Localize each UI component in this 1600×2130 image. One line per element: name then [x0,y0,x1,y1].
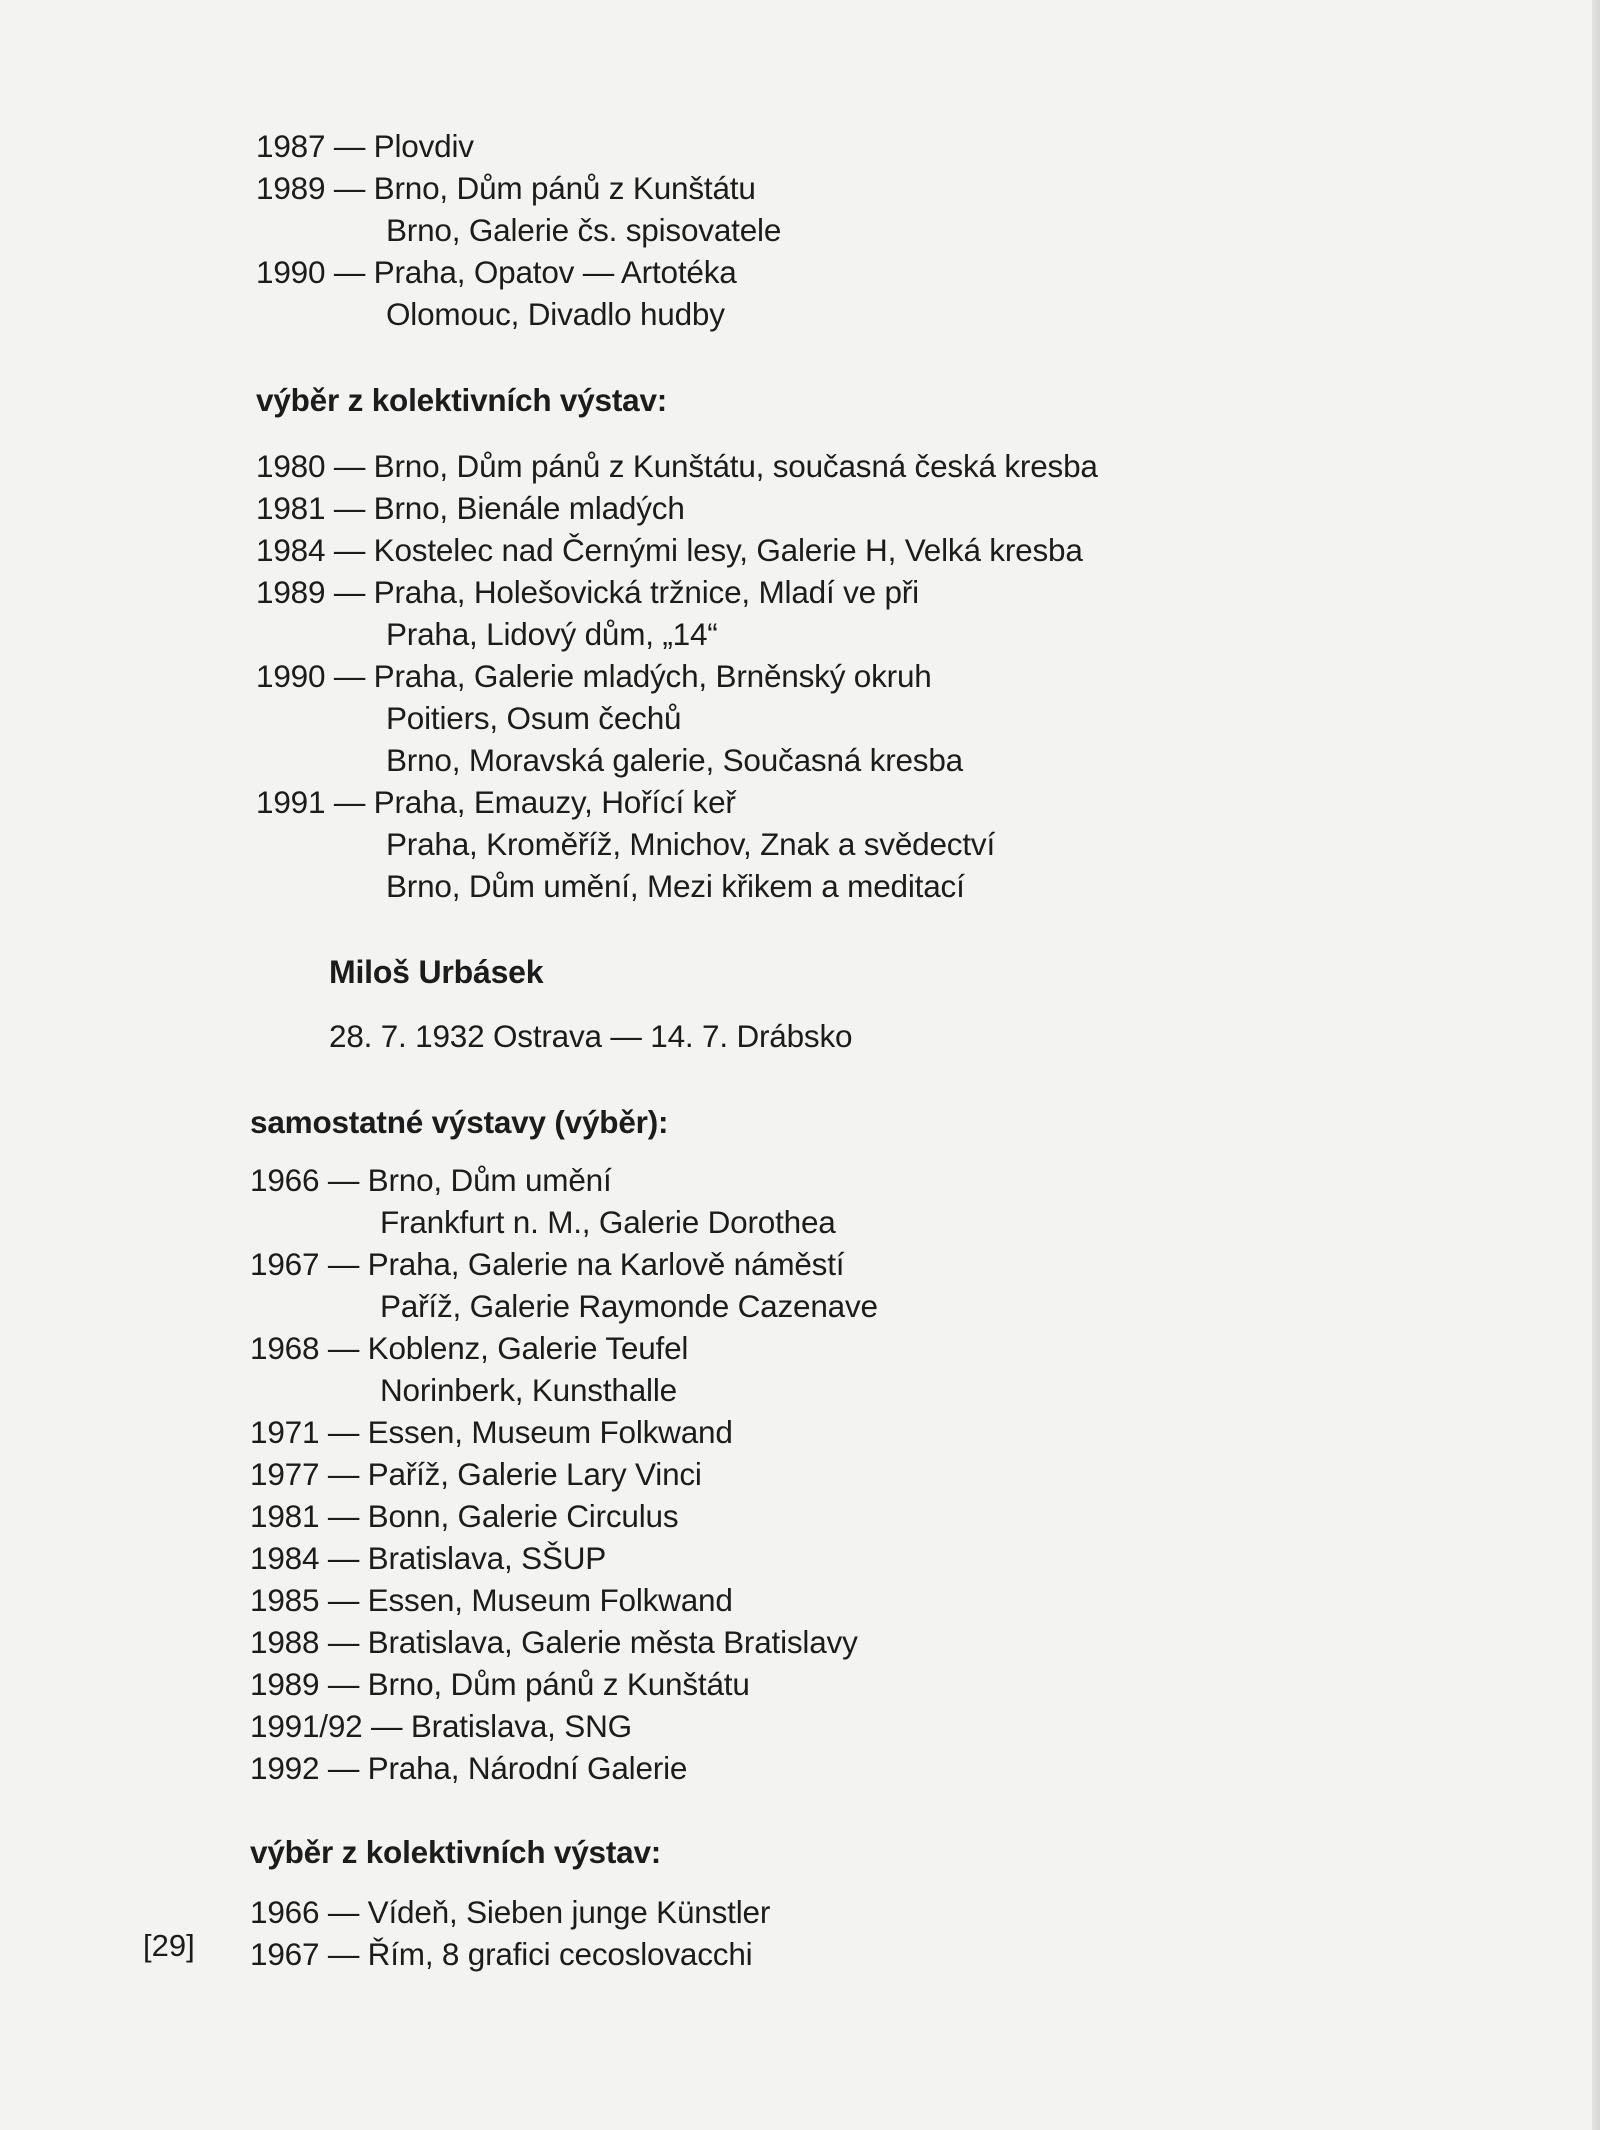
solo-exhibition-line: Brno, Galerie čs. spisovatele [386,212,782,248]
solo-exhibition-line: Paříž, Galerie Raymonde Cazenave [380,1288,878,1324]
solo-exhibition-line: 1977 — Paříž, Galerie Lary Vinci [250,1456,702,1492]
solo-exhibition-line: 1989 — Brno, Dům pánů z Kunštátu [256,170,756,206]
artist-name: Miloš Urbásek [329,954,544,990]
solo-exhibition-line: 1981 — Bonn, Galerie Circulus [250,1498,679,1534]
solo-exhibition-line: Frankfurt n. M., Galerie Dorothea [380,1204,836,1240]
group-exhibition-line: Poitiers, Osum čechů [386,700,682,736]
group-exhibitions-heading: výběr z kolektivních výstav: [250,1834,662,1870]
solo-exhibition-line: 1992 — Praha, Národní Galerie [250,1750,688,1786]
solo-exhibition-line: 1989 — Brno, Dům pánů z Kunštátu [250,1666,750,1702]
group-exhibition-line: 1980 — Brno, Dům pánů z Kunštátu, současná česká kresba [256,448,1098,484]
solo-exhibition-line: Norinberk, Kunsthalle [380,1372,677,1408]
group-exhibition-line: Praha, Lidový dům, „14“ [386,616,718,652]
solo-exhibition-line: 1990 — Praha, Opatov — Artotéka [256,254,737,290]
artist-dates: 28. 7. 1932 Ostrava — 14. 7. Drábsko [329,1018,853,1054]
solo-exhibition-line: 1985 — Essen, Museum Folkwand [250,1582,733,1618]
group-exhibitions-heading: výběr z kolektivních výstav: [256,382,668,418]
group-exhibition-line: Praha, Kroměříž, Mnichov, Znak a svědectví [386,826,996,862]
group-exhibition-line: 1966 — Vídeň, Sieben junge Künstler [250,1894,771,1930]
group-exhibition-line: 1981 — Brno, Bienále mladých [256,490,685,526]
solo-exhibition-line: 1991/92 — Bratislava, SNG [250,1708,632,1744]
group-exhibition-line: Brno, Dům umění, Mezi křikem a meditací [386,868,965,904]
page-number: [29] [143,1928,195,1963]
solo-exhibition-line: 1987 — Plovdiv [256,128,474,164]
group-exhibition-line: 1991 — Praha, Emauzy, Hořící keř [256,784,736,820]
solo-exhibition-line: 1988 — Bratislava, Galerie města Bratislavy [250,1624,858,1660]
solo-exhibition-line: 1966 — Brno, Dům umění [250,1162,612,1198]
solo-exhibitions-heading: samostatné výstavy (výběr): [250,1104,669,1140]
solo-exhibition-line: 1971 — Essen, Museum Folkwand [250,1414,733,1450]
page-edge-shadow [1592,0,1600,2130]
solo-exhibition-line: 1984 — Bratislava, SŠUP [250,1540,607,1576]
solo-exhibition-line: Olomouc, Divadlo hudby [386,296,725,332]
solo-exhibition-line: 1967 — Praha, Galerie na Karlově náměstí [250,1246,845,1282]
group-exhibition-line: 1989 — Praha, Holešovická tržnice, Mladí ve při [256,574,919,610]
group-exhibition-line: 1990 — Praha, Galerie mladých, Brněnský okruh [256,658,932,694]
solo-exhibition-line: 1968 — Koblenz, Galerie Teufel [250,1330,689,1366]
group-exhibition-line: 1984 — Kostelec nad Černými lesy, Galerie H, Velká kresba [256,532,1083,568]
group-exhibition-line: Brno, Moravská galerie, Současná kresba [386,742,963,778]
group-exhibition-line: 1967 — Řím, 8 grafici cecoslovacchi [250,1936,753,1972]
